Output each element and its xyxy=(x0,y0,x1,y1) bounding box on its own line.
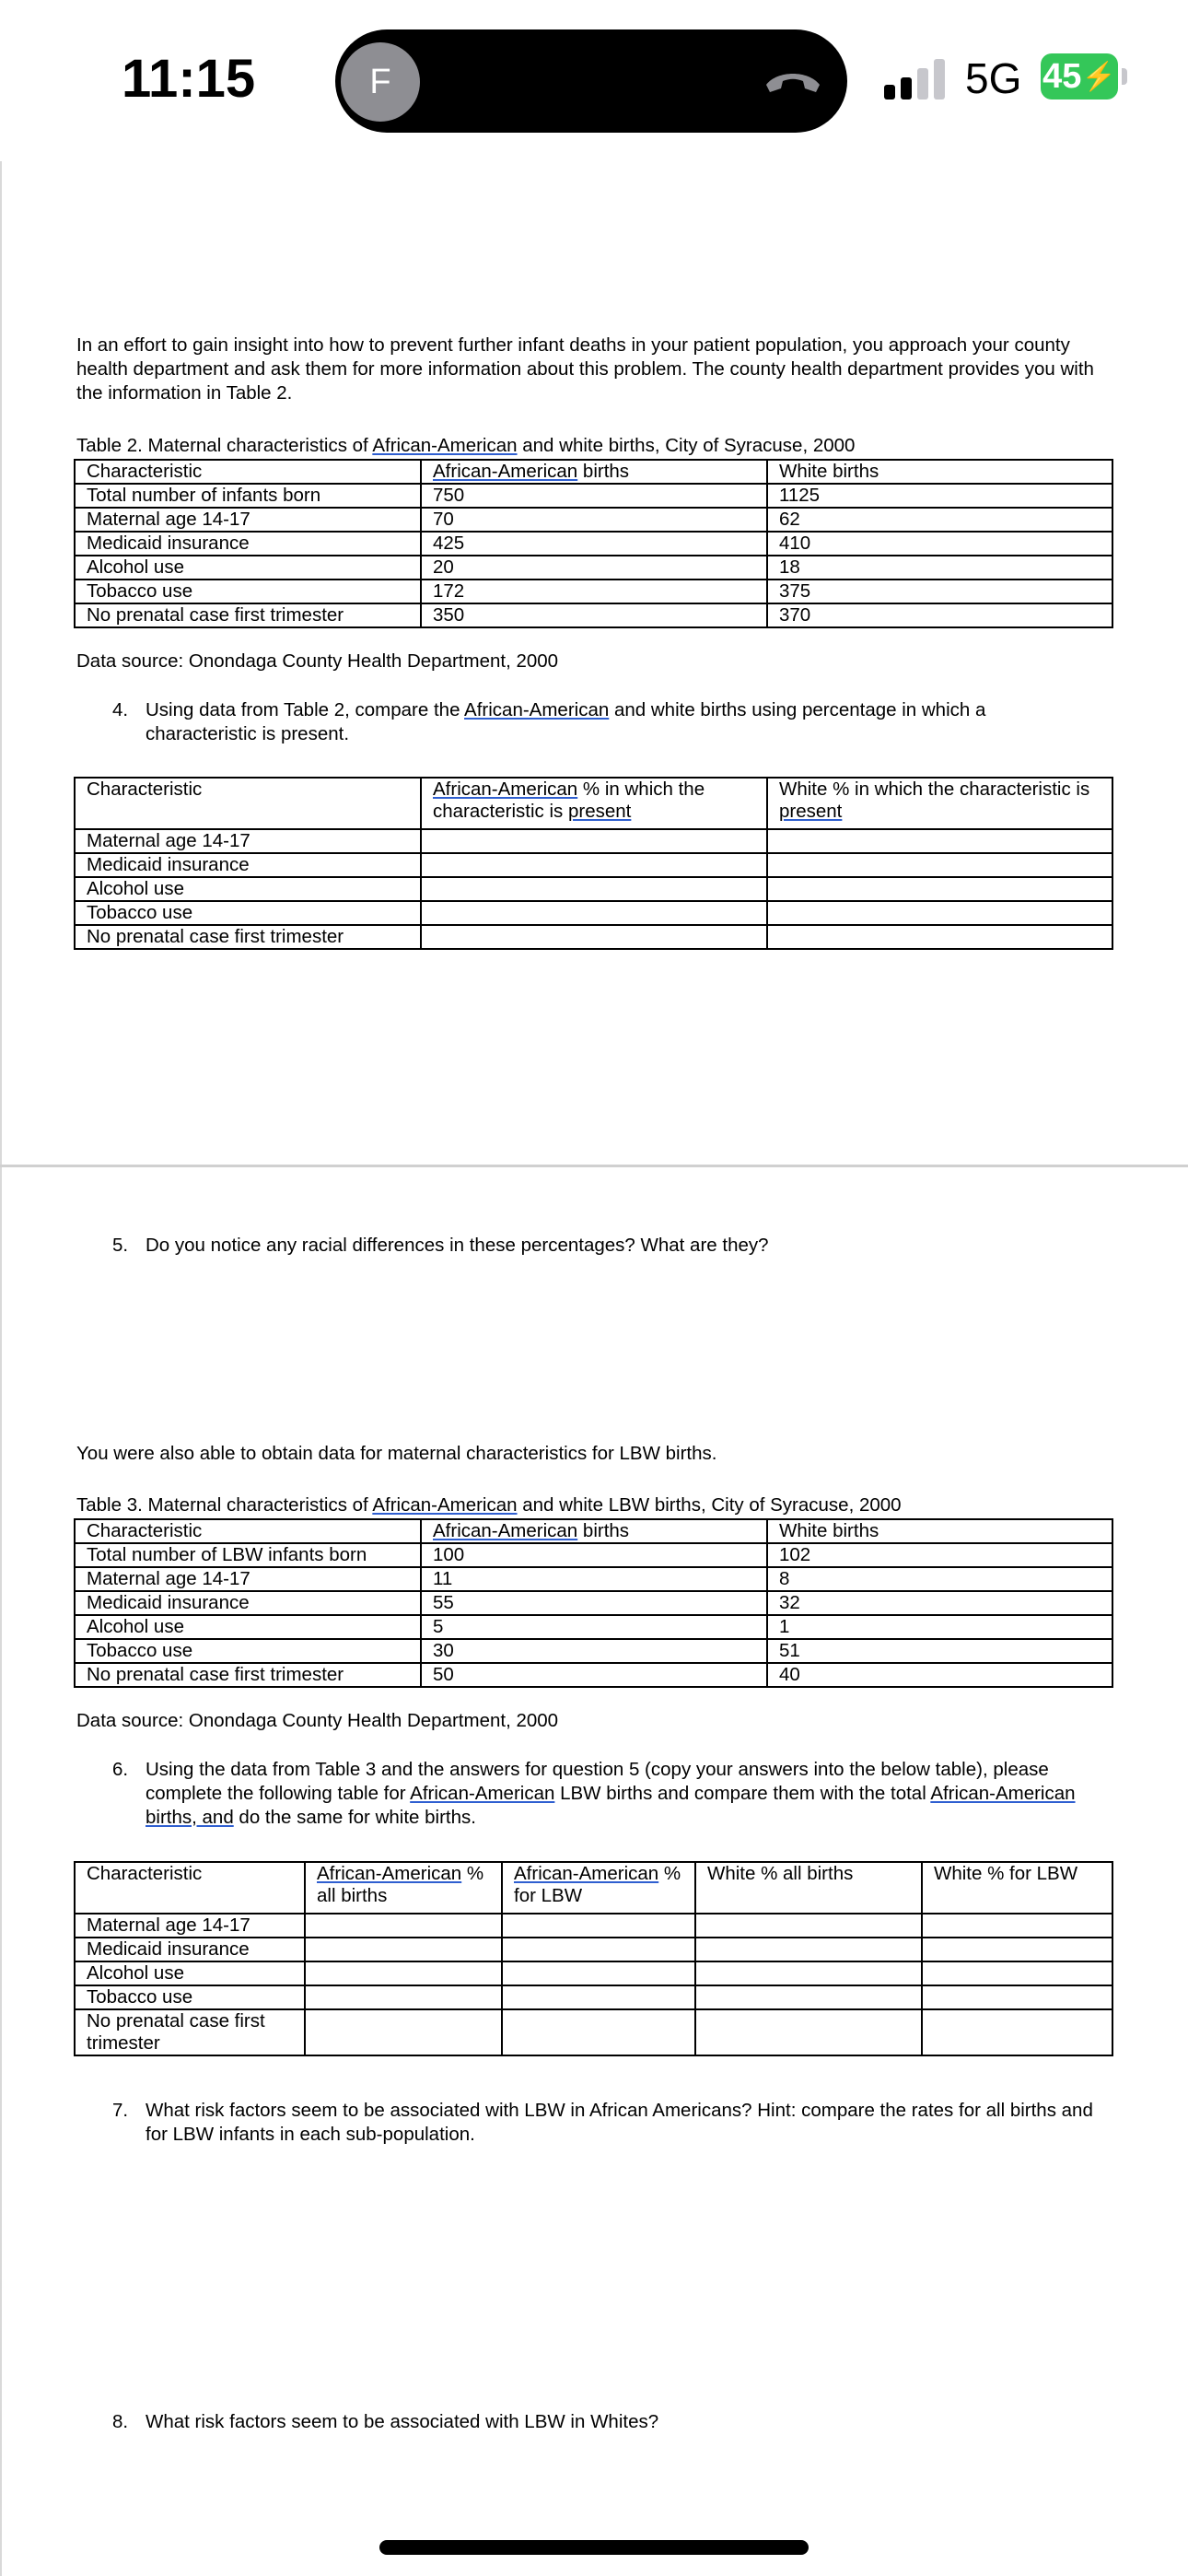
cell: 350 xyxy=(421,603,767,627)
answer-cell[interactable] xyxy=(502,2009,695,2055)
header-text: births xyxy=(577,461,630,482)
table-row xyxy=(75,1591,1112,1615)
table3-caption xyxy=(76,1493,902,1517)
table-row xyxy=(75,853,1112,877)
answer-cell[interactable] xyxy=(695,1938,922,1961)
question-text: Using the data from Table 3 and the answers for question 5 (copy your answers into the below table), please complete the following table for xyxy=(146,1759,1049,1804)
header-cell: White % all births xyxy=(695,1862,922,1914)
cell: Tobacco use xyxy=(75,901,421,925)
question-text: do the same for white births. xyxy=(233,1807,476,1828)
status-time: 11:15 xyxy=(122,49,256,109)
table-row xyxy=(75,484,1112,508)
cell: No prenatal case first trimester xyxy=(75,925,421,949)
table2 xyxy=(74,459,1113,628)
intro-paragraph: In an effort to gain insight into how to prevent further infant deaths in your patient population, you approach your county health department and ask them for more information about this problem. The county health department provides you with the information in Table 2. xyxy=(76,334,1094,404)
table-header-row xyxy=(75,1862,1112,1914)
answer-cell[interactable] xyxy=(502,1985,695,2009)
answer-cell[interactable] xyxy=(305,1985,502,2009)
answer-cell[interactable] xyxy=(502,1961,695,1985)
table-row xyxy=(75,1567,1112,1591)
answer-cell[interactable] xyxy=(421,901,767,925)
cell: 40 xyxy=(767,1663,1112,1687)
answer-cell[interactable] xyxy=(421,925,767,949)
cell: 30 xyxy=(421,1639,767,1663)
cell: No prenatal case first trimester xyxy=(75,1663,421,1687)
cell: No prenatal case first trimester xyxy=(75,603,421,627)
cellular-signal-icon xyxy=(882,57,947,101)
answer-cell[interactable] xyxy=(695,1985,922,2009)
answer-cell[interactable] xyxy=(695,1961,922,1985)
cell: Maternal age 14-17 xyxy=(75,1567,421,1591)
table-row xyxy=(75,1639,1112,1663)
battery-cap xyxy=(1122,68,1127,85)
cell: Tobacco use xyxy=(75,1985,305,2009)
caption-spellcheck-word: African-American xyxy=(372,435,518,456)
spellcheck-word: African-American xyxy=(317,1863,462,1884)
cell: 70 xyxy=(421,508,767,532)
cell: 370 xyxy=(767,603,1112,627)
answer-cell[interactable] xyxy=(421,853,767,877)
question-number: 7. xyxy=(112,2100,129,2121)
cell: Total number of infants born xyxy=(75,484,421,508)
answer-cell[interactable] xyxy=(502,1914,695,1938)
answer-cell[interactable] xyxy=(305,2009,502,2055)
header-text: % for LBW xyxy=(514,1863,681,1906)
question-4 xyxy=(112,698,1094,746)
spellcheck-word: African-American xyxy=(433,779,578,800)
answer-cell[interactable] xyxy=(305,1961,502,1985)
answer-cell[interactable] xyxy=(767,901,1112,925)
cell: 50 xyxy=(421,1663,767,1687)
spellcheck-word: African-American xyxy=(433,1520,578,1541)
table-row xyxy=(75,877,1112,901)
cell: Maternal age 14-17 xyxy=(75,829,421,853)
answer-cell[interactable] xyxy=(922,1914,1112,1938)
spellcheck-word: African-American xyxy=(514,1863,659,1884)
cell: 11 xyxy=(421,1567,767,1591)
caption-text: and white LBW births, City of Syracuse, 2000 xyxy=(517,1494,902,1516)
cell: 51 xyxy=(767,1639,1112,1663)
cell: Medicaid insurance xyxy=(75,853,421,877)
cell: 18 xyxy=(767,556,1112,580)
cell: 410 xyxy=(767,532,1112,556)
cell: Maternal age 14-17 xyxy=(75,508,421,532)
home-indicator[interactable] xyxy=(379,2540,809,2555)
table2-source: Data source: Onondaga County Health Department, 2000 xyxy=(76,650,559,672)
spellcheck-word: present xyxy=(779,801,843,822)
network-type: 5G xyxy=(965,54,1022,102)
question-text: Do you notice any racial differences in these percentages? What are they? xyxy=(146,1235,769,1256)
caller-avatar[interactable]: F xyxy=(341,42,420,122)
question-8 xyxy=(112,2410,1094,2434)
answer-cell[interactable] xyxy=(922,1961,1112,1985)
cell: Medicaid insurance xyxy=(75,1938,305,1961)
cell: Alcohol use xyxy=(75,877,421,901)
spellcheck-word: present xyxy=(567,801,632,822)
lbw-intro: You were also able to obtain data for maternal characteristics for LBW births. xyxy=(76,1443,717,1464)
table-header-row xyxy=(75,1519,1112,1543)
cell: No prenatal case first trimester xyxy=(75,2009,305,2055)
header-cell xyxy=(502,1862,695,1914)
header-cell: Characteristic xyxy=(75,460,421,484)
cell: Alcohol use xyxy=(75,1961,305,1985)
table-row xyxy=(75,2009,1112,2055)
header-cell: White births xyxy=(767,1519,1112,1543)
table-row xyxy=(75,1914,1112,1938)
answer-cell[interactable] xyxy=(502,1938,695,1961)
question-text: What risk factors seem to be associated with LBW in Whites? xyxy=(146,2411,659,2432)
table-header-row xyxy=(75,778,1112,829)
header-cell: Characteristic xyxy=(75,1862,305,1914)
question-number: 8. xyxy=(112,2411,129,2432)
header-cell xyxy=(421,778,767,829)
header-cell xyxy=(421,460,767,484)
question-text: LBW births and compare them with the total xyxy=(554,1783,931,1804)
header-cell: White % for LBW xyxy=(922,1862,1112,1914)
answer-cell[interactable] xyxy=(767,877,1112,901)
question-7 xyxy=(112,2099,1094,2147)
question-text: Using data from Table 2, compare the xyxy=(146,699,465,720)
cell: 375 xyxy=(767,580,1112,603)
caption-text: Table 2. Maternal characteristics of xyxy=(76,435,373,456)
answer-cell[interactable] xyxy=(305,1914,502,1938)
cell: 55 xyxy=(421,1591,767,1615)
header-text: % in which the characteristic is xyxy=(433,779,705,822)
question-number: 4. xyxy=(112,699,129,720)
cell: 102 xyxy=(767,1543,1112,1567)
table-row xyxy=(75,1543,1112,1567)
charging-bolt-icon: ⚡ xyxy=(1081,61,1116,92)
status-bar xyxy=(0,0,1188,161)
cell: 1125 xyxy=(767,484,1112,508)
table-row xyxy=(75,1615,1112,1639)
header-text: % all births xyxy=(317,1863,484,1906)
cell: Tobacco use xyxy=(75,580,421,603)
battery-level: 45 ⚡ xyxy=(1041,53,1118,100)
table-q4 xyxy=(74,777,1113,950)
page-separator xyxy=(0,1165,1188,1167)
cell: Maternal age 14-17 xyxy=(75,1914,305,1938)
cell: 425 xyxy=(421,532,767,556)
table-row xyxy=(75,603,1112,627)
header-text: White % in which the characteristic is xyxy=(779,779,1090,800)
spellcheck-word: African-American xyxy=(433,461,578,482)
header-text: births xyxy=(577,1520,630,1541)
table-row xyxy=(75,580,1112,603)
table-row xyxy=(75,925,1112,949)
header-cell: Characteristic xyxy=(75,778,421,829)
table-row xyxy=(75,1961,1112,1985)
answer-cell[interactable] xyxy=(922,2009,1112,2055)
table-header-row xyxy=(75,460,1112,484)
cell: 32 xyxy=(767,1591,1112,1615)
cell: Medicaid insurance xyxy=(75,532,421,556)
header-cell xyxy=(767,778,1112,829)
cell: Tobacco use xyxy=(75,1639,421,1663)
cell: 1 xyxy=(767,1615,1112,1639)
hang-up-phone-icon[interactable] xyxy=(761,64,825,98)
answer-cell[interactable] xyxy=(767,853,1112,877)
answer-cell[interactable] xyxy=(922,1938,1112,1961)
cell: 5 xyxy=(421,1615,767,1639)
question-number: 5. xyxy=(112,1235,129,1256)
header-cell: Characteristic xyxy=(75,1519,421,1543)
cell: 100 xyxy=(421,1543,767,1567)
caption-text: Table 3. Maternal characteristics of xyxy=(76,1494,373,1516)
table-row xyxy=(75,1663,1112,1687)
table-row xyxy=(75,508,1112,532)
cell: Medicaid insurance xyxy=(75,1591,421,1615)
table-row xyxy=(75,1938,1112,1961)
question-number: 6. xyxy=(112,1759,129,1780)
cell: 20 xyxy=(421,556,767,580)
question-6 xyxy=(112,1758,1094,1830)
page-edge xyxy=(0,161,2,2576)
answer-cell[interactable] xyxy=(767,829,1112,853)
cell: Alcohol use xyxy=(75,1615,421,1639)
answer-cell[interactable] xyxy=(767,925,1112,949)
cell: 750 xyxy=(421,484,767,508)
cell: Total number of LBW infants born xyxy=(75,1543,421,1567)
spellcheck-word: African-American births, and xyxy=(146,1783,1076,1828)
question-5 xyxy=(112,1234,1094,1258)
table-q6 xyxy=(74,1861,1113,2056)
table3 xyxy=(74,1518,1113,1688)
spellcheck-word: African-American xyxy=(464,699,610,720)
cell: 172 xyxy=(421,580,767,603)
table-row xyxy=(75,1985,1112,2009)
caption-spellcheck-word: African-American xyxy=(372,1494,518,1516)
table-row xyxy=(75,901,1112,925)
cell: 8 xyxy=(767,1567,1112,1591)
question-text: and white births using percentage in which a characteristic is present. xyxy=(146,699,986,744)
answer-cell[interactable] xyxy=(305,1938,502,1961)
header-cell xyxy=(421,1519,767,1543)
header-cell: White births xyxy=(767,460,1112,484)
header-cell xyxy=(305,1862,502,1914)
table-row xyxy=(75,556,1112,580)
table-row xyxy=(75,829,1112,853)
cell: Alcohol use xyxy=(75,556,421,580)
table3-source: Data source: Onondaga County Health Department, 2000 xyxy=(76,1710,559,1731)
question-text: What risk factors seem to be associated with LBW in African Americans? Hint: compare the rates for all births and for LBW infants in each sub-population. xyxy=(146,2100,1093,2145)
answer-cell[interactable] xyxy=(922,1985,1112,2009)
answer-cell[interactable] xyxy=(695,2009,922,2055)
table2-caption xyxy=(76,434,855,458)
answer-cell[interactable] xyxy=(695,1914,922,1938)
answer-cell[interactable] xyxy=(421,829,767,853)
table-row xyxy=(75,532,1112,556)
cell: 62 xyxy=(767,508,1112,532)
caption-text: and white births, City of Syracuse, 2000 xyxy=(517,435,856,456)
answer-cell[interactable] xyxy=(421,877,767,901)
spellcheck-word: African-American xyxy=(410,1783,555,1804)
